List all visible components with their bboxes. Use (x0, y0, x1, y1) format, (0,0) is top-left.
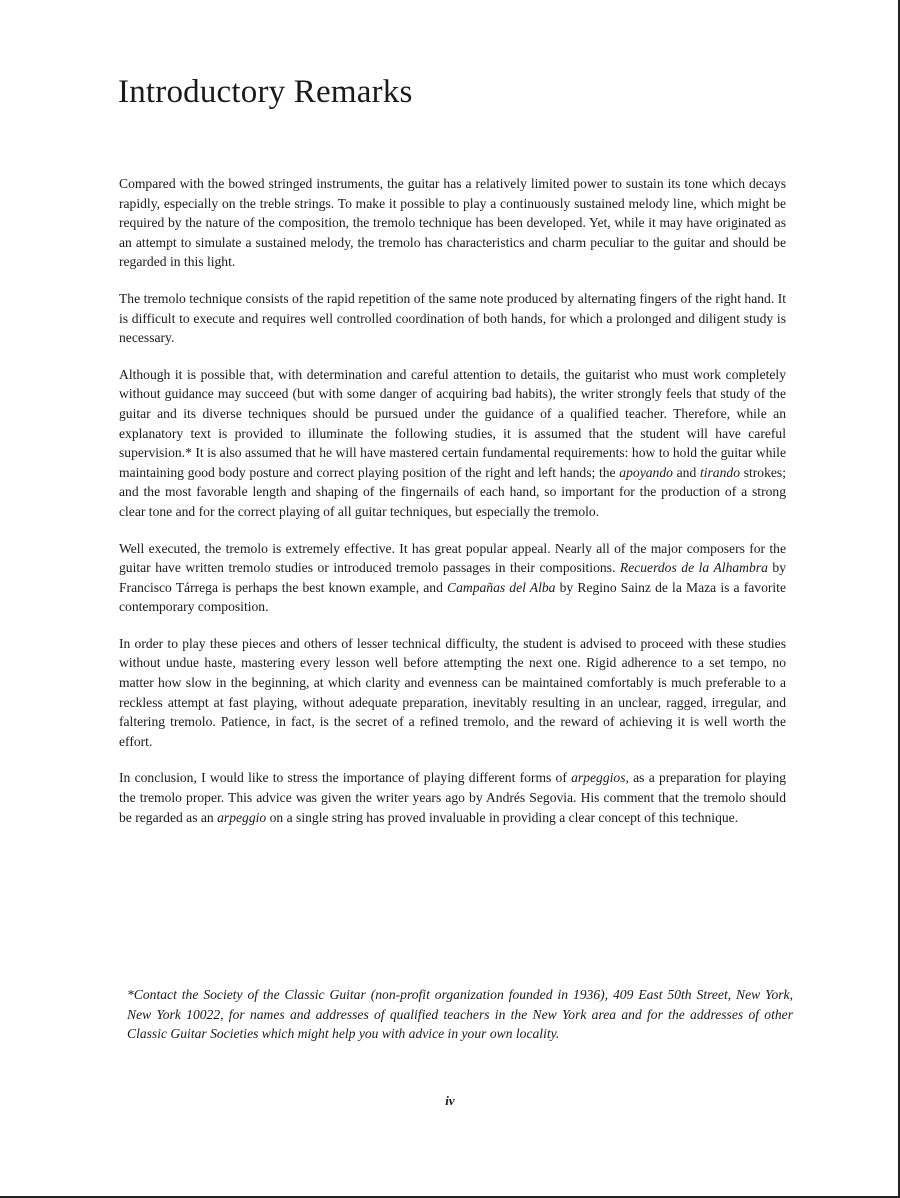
italic-term: arpeggio (217, 809, 267, 825)
italic-title: Recuerdos de la Alhambra (619, 560, 768, 576)
italic-term: apoyando (619, 464, 673, 480)
paragraph-text: Compared with the bowed stringed instruments, the guitar has a relatively limited power to sustain its tone which decays rapidly, especially on the treble strings. To make it possible to play a continuously sustained melody line, which might be required by the nature of the composition, the tremolo technique has been developed. Yet, while it may have originated as an attempt to simulate a sustained melody, the tremolo has characteristics and charm peculiar to the guitar and should be regarded in this light. (119, 176, 786, 270)
italic-title: Campañas del Alba (447, 579, 556, 595)
paragraph-5 (119, 634, 786, 752)
paragraph-6 (119, 768, 786, 827)
page-title: Introductory Remarks (118, 74, 413, 110)
paragraph-text: In order to play these pieces and others of lesser technical difficulty, the student is advised to proceed with these studies without undue haste, mastering every lesson well before attempting the next one. Rigid adherence to a set tempo, no matter how slow in the beginning, at which clarity and evenness can be maintained comfortably is much preferable to a reckless attempt at fast playing, without adequate preparation, inevitably resulting in an unclear, ragged, irregular, and faltering tremolo. Patience, in fact, is the secret of a refined tremolo, and the reward of achieving it is well worth the effort. (119, 635, 786, 749)
body-text (119, 174, 786, 844)
paragraph-text: In conclusion, I would like to stress the importance of playing different forms of (119, 770, 572, 786)
paragraph-1 (119, 174, 786, 272)
footnote: *Contact the Society of the Classic Guitar (non-profit organization founded in 1936), 409 East 50th Street, New York, New York 10022, for names and addresses of qualified teachers in the New York area and for the addresses of other Classic Guitar Societies which might help you with advice in your own locality. (127, 987, 793, 1042)
italic-term: arpeggios (571, 770, 626, 786)
paragraph-3 (119, 365, 786, 522)
page-number: iv (445, 1093, 455, 1108)
paragraph-text: , as a preparation for playing the tremolo proper. This advice was given the writer years ago by Andrés Segovia. His comment that the tremolo should be regarded as an (119, 770, 786, 825)
italic-term: tirando (699, 464, 740, 480)
paragraph-text: on a single string has proved invaluable in providing a clear concept of this technique. (266, 809, 739, 825)
paragraph-2 (119, 289, 786, 348)
paragraph-text: Although it is possible that, with determination and careful attention to details, the guitarist who must work completely without guidance may succeed (but with some danger of acquiring bad habits), the writer strongly feels that study of the guitar and its diverse techniques should be pursued under the guidance of a qualified teacher. Therefore, while an explanatory text is provided to illuminate the following studies, it is assumed that the student will have careful supervision.* It is also assumed that he will have mastered certain fundamental requirements: how to hold the guitar while maintaining good body posture and correct playing position of the right and left hands; the (119, 366, 786, 480)
paragraph-text: by Regino Sainz de la Maza is a favorite contemporary composition. (119, 579, 786, 615)
paragraph-4 (119, 539, 786, 617)
paragraph-text: by Francisco Tárrega is perhaps the best known example, and (119, 560, 786, 595)
paragraph-text: and (672, 464, 700, 480)
paragraph-text: strokes; and the most favorable length and shaping of the fingernails of each hand, so important for the production of a strong clear tone and for the correct playing of all guitar techniques, but especially the tremolo. (119, 464, 786, 519)
paragraph-text: The tremolo technique consists of the rapid repetition of the same note produced by alternating fingers of the right hand. It is difficult to execute and requires well controlled coordination of both hands, for which a prolonged and diligent study is necessary. (119, 290, 786, 346)
paragraph-text: Well executed, the tremolo is extremely effective. It has great popular appeal. Nearly all of the major composers for the guitar have written tremolo studies or introduced tremolo passages in their compositions. (119, 540, 786, 576)
